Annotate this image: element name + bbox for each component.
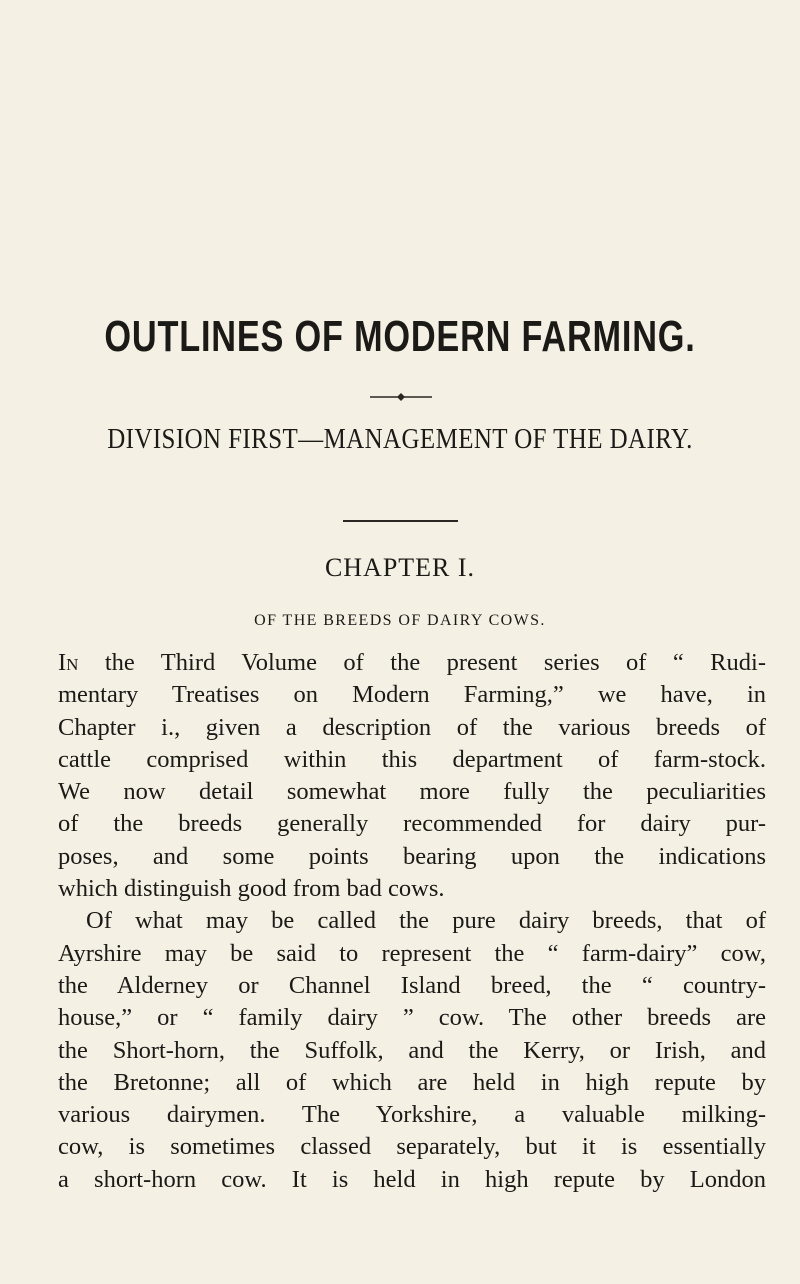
- text-line: a short-horn cow. It is held in high repute by London: [58, 1165, 766, 1193]
- text-line: poses, and some points bearing upon the indications: [58, 842, 766, 870]
- text-line: mentary Treatises on Modern Farming,” we have, in: [58, 681, 766, 709]
- chapter-subtitle: OF THE BREEDS OF DAIRY COWS.: [254, 612, 546, 629]
- text-line: Chapter i., given a description of the various breeds of: [58, 713, 766, 741]
- body-text: [58, 647, 766, 1196]
- text-line: Ayrshire may be said to represent the “ farm-dairy” cow,: [58, 939, 766, 967]
- title-ornament-rule: [370, 392, 432, 402]
- text-line: the Bretonne; all of which are held in high repute by: [58, 1068, 766, 1096]
- opening-word: In: [58, 649, 79, 676]
- text-line: In the Third Volume of the present series of “ Rudi-: [58, 649, 766, 676]
- text-line: which distinguish good from bad cows.: [58, 875, 445, 903]
- book-title: OUTLINES OF MODERN FARMING.: [104, 312, 696, 361]
- text-line: house,” or “ family dairy ” cow. The other breeds are: [58, 1004, 766, 1032]
- text-line: cattle comprised within this department of farm-stock.: [58, 745, 766, 773]
- division-heading: DIVISION FIRST—MANAGEMENT OF THE DAIRY.: [107, 423, 693, 455]
- text-line: various dairymen. The Yorkshire, a valuable milking-: [58, 1101, 766, 1129]
- text-line: cow, is sometimes classed separately, but it is essentially: [58, 1133, 766, 1161]
- section-divider-rule: [343, 520, 458, 522]
- text-line: of the breeds generally recommended for dairy pur-: [58, 810, 766, 838]
- chapter-heading: CHAPTER I.: [324, 553, 476, 582]
- text-line: the Short-horn, the Suffolk, and the Kerry, or Irish, and: [58, 1036, 766, 1064]
- text-line: Of what may be called the pure dairy breeds, that of: [86, 907, 766, 935]
- text-line: the Alderney or Channel Island breed, the “ country-: [58, 971, 766, 999]
- text-line: We now detail somewhat more fully the peculiarities: [58, 778, 766, 806]
